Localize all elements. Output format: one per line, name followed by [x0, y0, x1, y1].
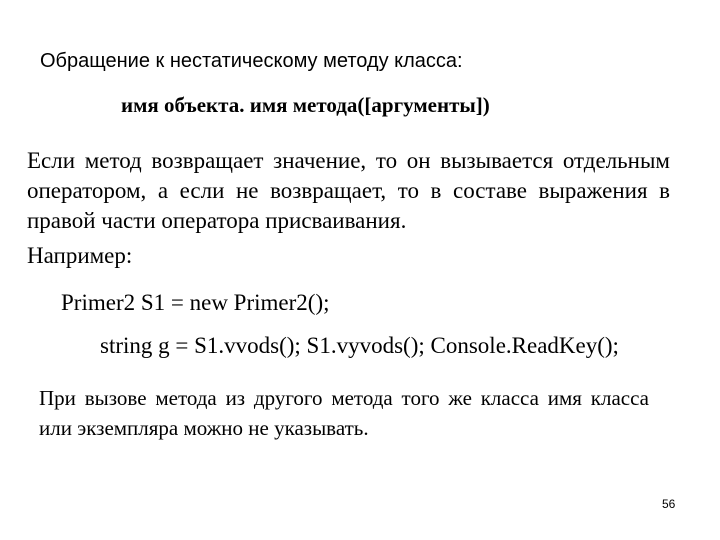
code-example-line-2: string g = S1.vvods(); S1.vyvods(); Console.ReadKey(); [100, 333, 619, 358]
page-number: 56 [662, 497, 676, 511]
note-paragraph: При вызове метода из другого метода того же класса имя класса или экземпляра можно не указывать. [39, 386, 649, 440]
slide-heading: Обращение к нестатическому методу класса: [40, 50, 463, 72]
code-example-line-1: Primer2 S1 = new Primer2(); [61, 290, 330, 315]
explanation-paragraph: Если метод возвращает значение, то он вызывается отдельным оператором, а если не возвращает, то в составе выражения в правой части оператора присваивания. [27, 148, 670, 233]
example-label: Например: [27, 243, 133, 268]
method-call-syntax: имя объекта. имя метода([аргументы]) [121, 93, 490, 117]
